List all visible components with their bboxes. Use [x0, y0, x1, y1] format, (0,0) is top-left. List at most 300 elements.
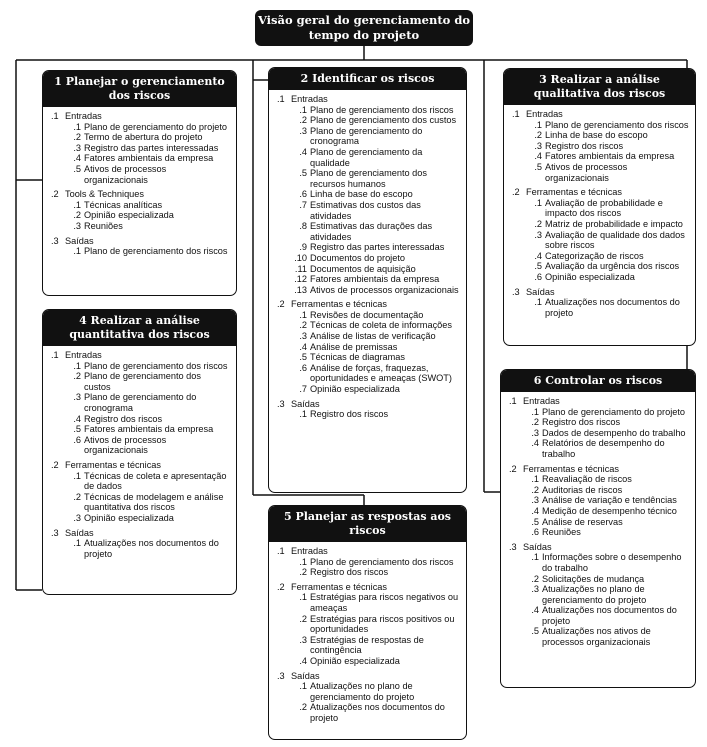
item-number: .3: [299, 125, 307, 136]
item-number: .7: [299, 384, 307, 395]
item-text: Ativos de processos organizacionais: [84, 163, 167, 185]
item-number: .10: [294, 252, 307, 263]
section-title-text: Entradas: [291, 546, 328, 556]
list-item: [291, 635, 460, 656]
list-item: [291, 200, 460, 221]
section-number: .2: [51, 189, 59, 200]
item-text: Atualizações nos documentos do projeto: [545, 297, 680, 318]
item-number: .2: [531, 417, 539, 428]
list-item: [523, 574, 689, 585]
item-text: Análise de variação e tendências: [542, 495, 677, 506]
item-text: Técnicas analíticas: [84, 199, 163, 210]
list-item: [65, 200, 230, 211]
item-text: Técnicas de coleta de informações: [310, 320, 452, 331]
list-item: [291, 242, 460, 253]
item-number: .1: [534, 297, 542, 308]
item-number: .2: [299, 115, 307, 126]
item-text: Fatores ambientais da empresa: [84, 424, 214, 435]
process-box-header: 5 Planejar as respostas aos riscos: [269, 506, 466, 542]
list-item: [291, 557, 460, 568]
section-number: .1: [277, 546, 285, 556]
list-item: [523, 417, 689, 428]
list-item: [65, 132, 230, 143]
item-text: Linha de base do escopo: [545, 130, 648, 141]
list-item: [526, 297, 689, 318]
section-title-text: Saídas: [65, 527, 94, 538]
item-text: Reuniões: [542, 527, 581, 538]
list-item: [523, 407, 689, 418]
item-text: Plano de gerenciamento dos riscos: [84, 360, 228, 371]
section-title-text: Saídas: [65, 235, 94, 246]
list-item: [523, 527, 689, 538]
list-item: [526, 198, 689, 219]
section-number: .3: [277, 398, 285, 409]
section-title-text: Ferramentas e técnicas: [526, 187, 622, 198]
process-box-body: [504, 105, 695, 324]
item-text: Atualizações no plano de gerenciamento do projeto: [310, 681, 415, 702]
list-item: [65, 210, 230, 221]
list-item: [65, 246, 230, 257]
item-text: Registro dos riscos: [310, 409, 389, 420]
process-section: [277, 399, 460, 420]
item-number: .6: [531, 527, 539, 538]
item-text: Plano de gerenciamento dos riscos: [84, 246, 228, 257]
item-text: Fatores ambientais da empresa: [84, 153, 214, 164]
item-number: .4: [299, 146, 307, 157]
item-number: .3: [73, 220, 81, 231]
process-section-title: [277, 671, 460, 682]
item-text: Opinião especializada: [310, 384, 400, 395]
item-text: Plano de gerenciamento do cronograma: [310, 125, 423, 147]
list-item: [291, 285, 460, 296]
list-item: [291, 656, 460, 667]
item-text: Registro dos riscos: [545, 140, 624, 151]
item-text: Atualizações nos ativos de processos organizacionais: [542, 626, 651, 648]
item-number: .4: [534, 250, 542, 261]
section-number: .3: [51, 235, 59, 246]
item-number: .2: [73, 371, 81, 382]
item-text: Estratégias para riscos negativos ou ameaças: [310, 592, 459, 613]
item-number: .1: [299, 681, 307, 692]
item-number: .4: [73, 413, 81, 424]
list-item: [291, 342, 460, 353]
list-item: [291, 363, 460, 384]
process-box-header: 2 Identificar os riscos: [269, 68, 466, 90]
process-section-title: [51, 236, 230, 247]
list-item: [291, 126, 460, 147]
item-number: .5: [531, 626, 539, 637]
process-box-body: [501, 392, 695, 654]
list-item: [291, 320, 460, 331]
list-item: [523, 584, 689, 605]
list-item: [291, 384, 460, 395]
item-text: Categorização de riscos: [545, 250, 644, 261]
list-item: [523, 605, 689, 626]
process-section: [512, 287, 689, 319]
item-text: Opinião especializada: [84, 210, 174, 221]
item-number: .4: [299, 341, 307, 352]
list-item: [291, 221, 460, 242]
process-section: [509, 464, 689, 538]
section-number: .3: [509, 541, 517, 552]
item-text: Plano de gerenciamento do projeto: [542, 406, 686, 417]
list-item: [523, 506, 689, 517]
item-text: Plano de gerenciamento dos recursos humanos: [310, 168, 427, 189]
section-number: .3: [512, 286, 520, 297]
item-number: .5: [534, 161, 542, 172]
item-number: .8: [299, 221, 307, 232]
item-number: .2: [299, 613, 307, 624]
process-section: [277, 582, 460, 667]
item-text: Termo de abertura do projeto: [84, 132, 203, 143]
item-number: .1: [299, 409, 307, 420]
list-item: [523, 495, 689, 506]
list-item: [526, 251, 689, 262]
process-box-body: [269, 542, 466, 730]
process-section-title: [277, 582, 460, 593]
item-number: .4: [534, 151, 542, 162]
list-item: [526, 141, 689, 152]
list-item: [291, 274, 460, 285]
item-number: .1: [299, 309, 307, 320]
item-text: Informações sobre o desempenho do trabalho: [542, 552, 682, 573]
list-item: [291, 310, 460, 321]
item-number: .2: [299, 702, 307, 713]
list-item: [523, 485, 689, 496]
process-box-body: [43, 107, 236, 263]
process-section-title: [512, 187, 689, 198]
item-number: .2: [531, 573, 539, 584]
item-number: .2: [73, 132, 81, 143]
list-item: [291, 253, 460, 264]
list-item: [291, 614, 460, 635]
process-box-planejar-gerenciamento-riscos: [42, 70, 237, 296]
section-title-text: Ferramentas e técnicas: [523, 463, 619, 474]
item-text: Fatores ambientais da empresa: [310, 274, 440, 285]
item-text: Plano de gerenciamento do projeto: [84, 121, 228, 132]
process-section: [277, 299, 460, 394]
item-number: .1: [73, 199, 81, 210]
item-number: .1: [299, 592, 307, 603]
item-text: Plano de gerenciamento dos riscos: [310, 556, 454, 567]
section-title-text: Entradas: [65, 111, 102, 121]
process-box-controlar-riscos: [500, 369, 696, 688]
item-text: Reavaliação de riscos: [542, 474, 632, 485]
item-text: Registro dos riscos: [542, 417, 621, 428]
item-text: Plano de gerenciamento dos riscos: [310, 104, 454, 115]
item-number: .5: [73, 424, 81, 435]
list-item: [65, 153, 230, 164]
item-text: Plano de gerenciamento dos custos: [84, 371, 201, 392]
item-number: .3: [73, 512, 81, 523]
process-section: [277, 94, 460, 295]
list-item: [65, 371, 230, 392]
process-section: [51, 236, 230, 257]
item-number: .5: [534, 261, 542, 272]
item-text: Estratégias para riscos positivos ou oportunidades: [310, 613, 455, 635]
item-text: Registro dos riscos: [310, 567, 389, 578]
item-number: .3: [531, 495, 539, 506]
list-item: [291, 681, 460, 702]
list-item: [291, 567, 460, 578]
item-number: .4: [73, 153, 81, 164]
list-item: [65, 471, 230, 492]
list-item: [65, 361, 230, 372]
item-text: Fatores ambientais da empresa: [545, 151, 675, 162]
process-section: [512, 109, 689, 183]
item-number: .4: [531, 605, 539, 616]
item-number: .5: [299, 168, 307, 179]
item-text: Avaliação de probabilidade e impacto dos riscos: [545, 197, 663, 219]
section-number: .1: [51, 111, 59, 121]
section-number: .3: [51, 527, 59, 538]
item-text: Auditorias de riscos: [542, 484, 623, 495]
item-number: .5: [531, 516, 539, 527]
item-number: .2: [534, 130, 542, 141]
list-item: [291, 115, 460, 126]
list-item: [523, 428, 689, 439]
item-number: .3: [299, 634, 307, 645]
item-text: Estratégias de respostas de contingência: [310, 634, 424, 656]
list-item: [65, 392, 230, 413]
section-title-text: Ferramentas e técnicas: [291, 581, 387, 592]
process-section: [509, 396, 689, 460]
process-section: [51, 350, 230, 456]
list-item: [523, 438, 689, 459]
item-number: .1: [531, 552, 539, 563]
list-item: [65, 122, 230, 133]
item-number: .3: [73, 392, 81, 403]
item-text: Linha de base do escopo: [310, 189, 413, 200]
list-item: [526, 272, 689, 283]
list-item: [291, 702, 460, 723]
section-title-text: Entradas: [65, 350, 102, 360]
section-title-text: Ferramentas e técnicas: [291, 299, 387, 310]
item-number: .1: [299, 556, 307, 567]
item-number: .1: [534, 119, 542, 130]
process-box-header: 6 Controlar os riscos: [501, 370, 695, 392]
item-number: .11: [294, 263, 307, 274]
item-number: .2: [73, 210, 81, 221]
process-section-title: [277, 299, 460, 310]
item-text: Técnicas de modelagem e análise quantitativa dos riscos: [84, 491, 224, 513]
item-text: Análise de listas de verificação: [310, 331, 436, 342]
list-item: [291, 352, 460, 363]
section-number: .2: [509, 463, 517, 474]
section-title-text: Saídas: [291, 398, 320, 409]
diagram-title: Visão geral do gerenciamento do tempo do projeto: [255, 10, 473, 46]
section-title-text: Entradas: [526, 109, 563, 119]
process-section: [51, 111, 230, 185]
process-box-analise-qualitativa: [503, 68, 696, 346]
process-section-title: [512, 287, 689, 298]
item-text: Registro das partes interessadas: [310, 242, 445, 253]
list-item: [65, 435, 230, 456]
process-box-identificar-riscos: [268, 67, 467, 493]
section-title-text: Entradas: [291, 94, 328, 104]
process-section: [512, 187, 689, 282]
item-text: Reuniões: [84, 220, 123, 231]
list-item: [526, 130, 689, 141]
process-box-header: 4 Realizar a análise quantitativa dos riscos: [43, 310, 236, 346]
process-section-title: [51, 528, 230, 539]
item-number: .12: [294, 274, 307, 285]
item-text: Revisões de documentação: [310, 309, 424, 320]
item-number: .1: [73, 470, 81, 481]
list-item: [291, 592, 460, 613]
item-number: .3: [531, 427, 539, 438]
section-number: .1: [51, 350, 59, 360]
list-item: [291, 168, 460, 189]
list-item: [291, 264, 460, 275]
item-number: .3: [531, 584, 539, 595]
item-text: Análise de reservas: [542, 516, 623, 527]
item-number: .1: [299, 104, 307, 115]
list-item: [526, 151, 689, 162]
item-text: Estimativas dos custos das atividades: [310, 199, 421, 221]
item-number: .3: [299, 331, 307, 342]
item-text: Atualizações nos documentos do projeto: [310, 702, 445, 723]
process-box-header: 3 Realizar a análise qualitativa dos riscos: [504, 69, 695, 105]
item-number: .1: [73, 360, 81, 371]
process-section-title: [277, 546, 460, 557]
process-section-title: [509, 396, 689, 407]
section-number: .1: [277, 94, 285, 104]
item-number: .2: [73, 491, 81, 502]
process-section-title: [51, 350, 230, 361]
process-section-title: [277, 399, 460, 410]
item-number: .6: [534, 271, 542, 282]
process-box-planejar-respostas: [268, 505, 467, 740]
list-item: [526, 230, 689, 251]
item-number: .3: [534, 229, 542, 240]
item-text: Solicitações de mudança: [542, 573, 645, 584]
list-item: [65, 492, 230, 513]
item-text: Registro dos riscos: [84, 413, 163, 424]
process-section-title: [51, 189, 230, 200]
item-number: .6: [299, 362, 307, 373]
list-item: [526, 219, 689, 230]
item-text: Análise de forças, fraquezas, oportunidades e ameaças (SWOT): [310, 362, 452, 384]
item-number: .2: [299, 320, 307, 331]
list-item: [291, 189, 460, 200]
item-text: Avaliação da urgência dos riscos: [545, 261, 680, 272]
item-number: .1: [73, 246, 81, 257]
list-item: [65, 143, 230, 154]
list-item: [523, 517, 689, 528]
item-number: .1: [531, 474, 539, 485]
item-text: Plano de gerenciamento da qualidade: [310, 146, 423, 168]
list-item: [526, 120, 689, 131]
process-section: [51, 189, 230, 231]
item-number: .6: [299, 189, 307, 200]
section-number: .1: [509, 396, 517, 406]
item-text: Documentos de aquisição: [310, 263, 416, 274]
item-number: .9: [299, 242, 307, 253]
section-number: .2: [512, 187, 520, 198]
list-item: [523, 626, 689, 647]
item-number: .4: [299, 655, 307, 666]
process-section: [509, 542, 689, 648]
list-item: [526, 261, 689, 272]
process-section-title: [509, 464, 689, 475]
item-text: Matriz de probabilidade e impacto: [545, 218, 683, 229]
item-text: Ativos de processos organizacionais: [310, 284, 459, 295]
item-text: Plano de gerenciamento do cronograma: [84, 392, 197, 413]
item-number: .1: [534, 197, 542, 208]
section-number: .2: [51, 459, 59, 470]
list-item: [65, 221, 230, 232]
item-number: .5: [73, 163, 81, 174]
section-title-text: Saídas: [523, 541, 552, 552]
process-section-title: [277, 94, 460, 105]
item-text: Registro das partes interessadas: [84, 142, 219, 153]
process-section: [51, 460, 230, 524]
section-title-text: Tools & Techniques: [65, 189, 144, 200]
item-number: .4: [531, 438, 539, 449]
item-number: .1: [531, 406, 539, 417]
item-text: Técnicas de diagramas: [310, 352, 405, 363]
item-number: .3: [534, 140, 542, 151]
item-number: .6: [73, 434, 81, 445]
list-item: [65, 424, 230, 435]
item-number: .7: [299, 199, 307, 210]
item-text: Estimativas das durações das atividades: [310, 221, 433, 242]
list-item: [291, 147, 460, 168]
list-item: [65, 538, 230, 559]
item-number: .13: [294, 284, 307, 295]
process-section-title: [509, 542, 689, 553]
item-text: Atualizações nos documentos do projeto: [84, 538, 219, 559]
item-text: Opinião especializada: [310, 655, 400, 666]
list-item: [65, 513, 230, 524]
item-text: Avaliação de qualidade dos dados sobre riscos: [545, 229, 685, 251]
item-number: .2: [534, 218, 542, 229]
item-number: .3: [73, 142, 81, 153]
process-section: [51, 528, 230, 560]
process-box-analise-quantitativa: [42, 309, 237, 595]
item-text: Plano de gerenciamento dos custos: [310, 115, 457, 126]
item-text: Documentos do projeto: [310, 252, 405, 263]
item-text: Relatórios de desempenho do trabalho: [542, 438, 665, 459]
process-section: [277, 546, 460, 578]
list-item: [65, 414, 230, 425]
process-section-title: [51, 111, 230, 122]
process-section: [277, 671, 460, 724]
process-box-body: [269, 90, 466, 426]
item-text: Ativos de processos organizacionais: [84, 434, 167, 456]
process-box-body: [43, 346, 236, 565]
process-section-title: [512, 109, 689, 120]
list-item: [291, 409, 460, 420]
item-number: .4: [531, 505, 539, 516]
item-text: Técnicas de coleta e apresentação de dados: [84, 470, 227, 492]
item-number: .1: [73, 121, 81, 132]
item-text: Opinião especializada: [545, 271, 635, 282]
list-item: [523, 474, 689, 485]
list-item: [291, 105, 460, 116]
item-text: Dados de desempenho do trabalho: [542, 427, 686, 438]
item-number: .1: [73, 538, 81, 549]
item-text: Atualizações nos documentos do projeto: [542, 605, 677, 626]
section-number: .3: [277, 670, 285, 681]
item-text: Plano de gerenciamento dos riscos: [545, 119, 689, 130]
list-item: [523, 552, 689, 573]
item-text: Atualizações no plano de gerenciamento do projeto: [542, 584, 647, 605]
list-item: [526, 162, 689, 183]
section-title-text: Entradas: [523, 396, 560, 406]
section-number: .2: [277, 299, 285, 310]
